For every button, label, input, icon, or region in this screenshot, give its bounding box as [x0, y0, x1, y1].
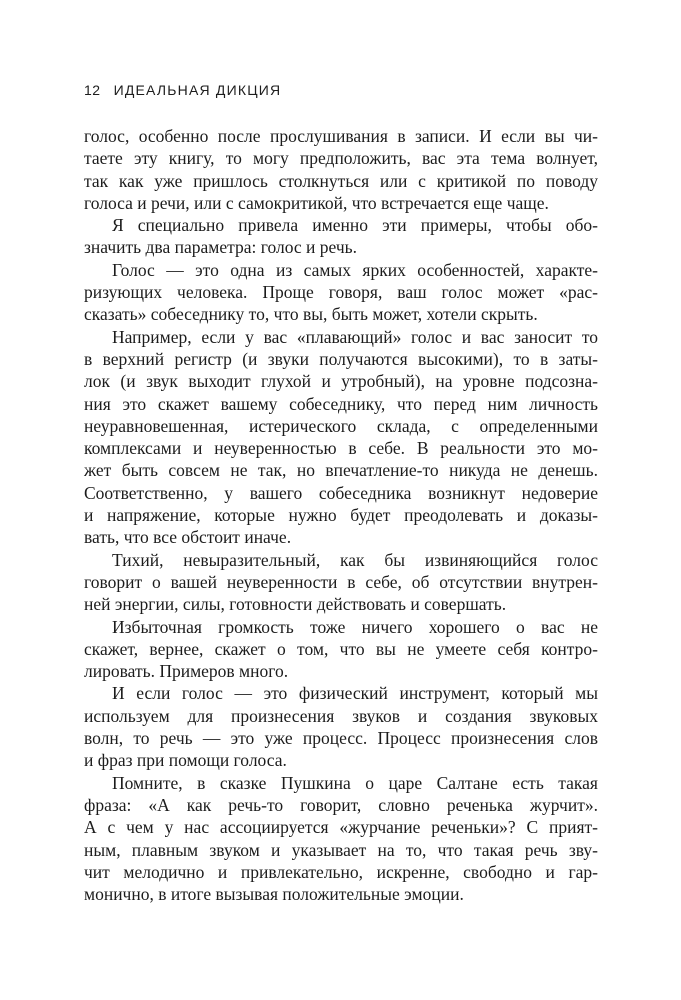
- text-line: ным, плавным звуком и указывает на то, что такая речь зву-: [84, 839, 598, 860]
- text-line: сказать» собеседнику то, что вы, быть может, хотели скрыть.: [84, 304, 538, 325]
- running-title: ИДЕАЛЬНАЯ ДИКЦИЯ: [113, 82, 282, 98]
- text-line: неуравновешенная, истерического склада, с определенными: [84, 415, 598, 436]
- text-line: Соответственно, у вашего собеседника возникнут недоверие: [84, 482, 598, 503]
- text-line: монично, в итоге вызывая положительные эмоции.: [84, 884, 464, 905]
- text-line: И если голос — это физический инструмент, который мы: [112, 683, 598, 704]
- text-line: ней энергии, силы, готовности действовать и совершать.: [84, 594, 507, 615]
- text-line: Я специально привела именно эти примеры, чтобы обо-: [112, 215, 598, 236]
- text-line: жет быть совсем не так, но впечатление-то никуда не денешь.: [84, 460, 598, 481]
- text-line: так как уже пришлось столкнуться или с критикой по поводу: [84, 170, 598, 191]
- text-line: Тихий, невыразительный, как бы извиняющийся голос: [112, 549, 598, 570]
- text-line: лировать. Примеров много.: [84, 661, 289, 682]
- text-line: и напряжение, которые нужно будет преодолевать и доказы-: [84, 505, 598, 526]
- text-line: в верхний регистр (и звуки получаются высокими), то в заты-: [84, 348, 598, 369]
- text-line: Избыточная громкость тоже ничего хорошего о вас не: [112, 616, 598, 637]
- text-line: ризующих человека. Проще говоря, ваш голос может «рас-: [84, 282, 598, 303]
- text-line: голоса и речи, или с самокритикой, что встречается еще чаще.: [84, 192, 549, 213]
- page-header: [84, 82, 281, 98]
- body-text: [84, 125, 598, 905]
- text-line: Голос — это одна из самых ярких особенностей, характе-: [112, 259, 598, 280]
- text-line: используем для произнесения звуков и создания звуковых: [84, 705, 598, 726]
- text-line: комплексами и неуверенностью в себе. В реальности это мо-: [84, 438, 598, 459]
- text-line: лок (и звук выходит глухой и утробный), на уровне подсозна-: [84, 371, 598, 392]
- text-line: фраза: «А как речь-то говорит, словно реченька журчит».: [84, 794, 598, 815]
- text-line: скажет, вернее, скажет о том, что вы не умеете себя контро-: [84, 638, 598, 659]
- text-line: значить два параметра: голос и речь.: [84, 237, 358, 258]
- text-line: А с чем у нас ассоциируется «журчание реченьки»? С прият-: [84, 817, 598, 838]
- text-line: чит мелодично и привлекательно, искренне, свободно и гар-: [84, 861, 598, 882]
- text-line: Например, если у вас «плавающий» голос и вас заносит то: [112, 326, 598, 347]
- text-line: вать, что все обстоит иначе.: [84, 527, 292, 548]
- text-line: и фраз при помощи голоса.: [84, 750, 287, 771]
- text-line: голос, особенно после прослушивания в записи. И если вы чи-: [84, 126, 598, 146]
- text-line: ния это скажет вашему собеседнику, что перед ним личность: [84, 393, 598, 414]
- text-line: говорит о вашей неуверенности в себе, об отсутствии внутрен-: [84, 571, 598, 592]
- text-line: таете эту книгу, то могу предположить, вас эта тема волнует,: [84, 148, 598, 169]
- text-line: Помните, в сказке Пушкина о царе Салтане есть такая: [112, 772, 598, 793]
- page-number: 12: [84, 82, 101, 98]
- text-line: волн, то речь — это уже процесс. Процесс произнесения слов: [84, 728, 598, 749]
